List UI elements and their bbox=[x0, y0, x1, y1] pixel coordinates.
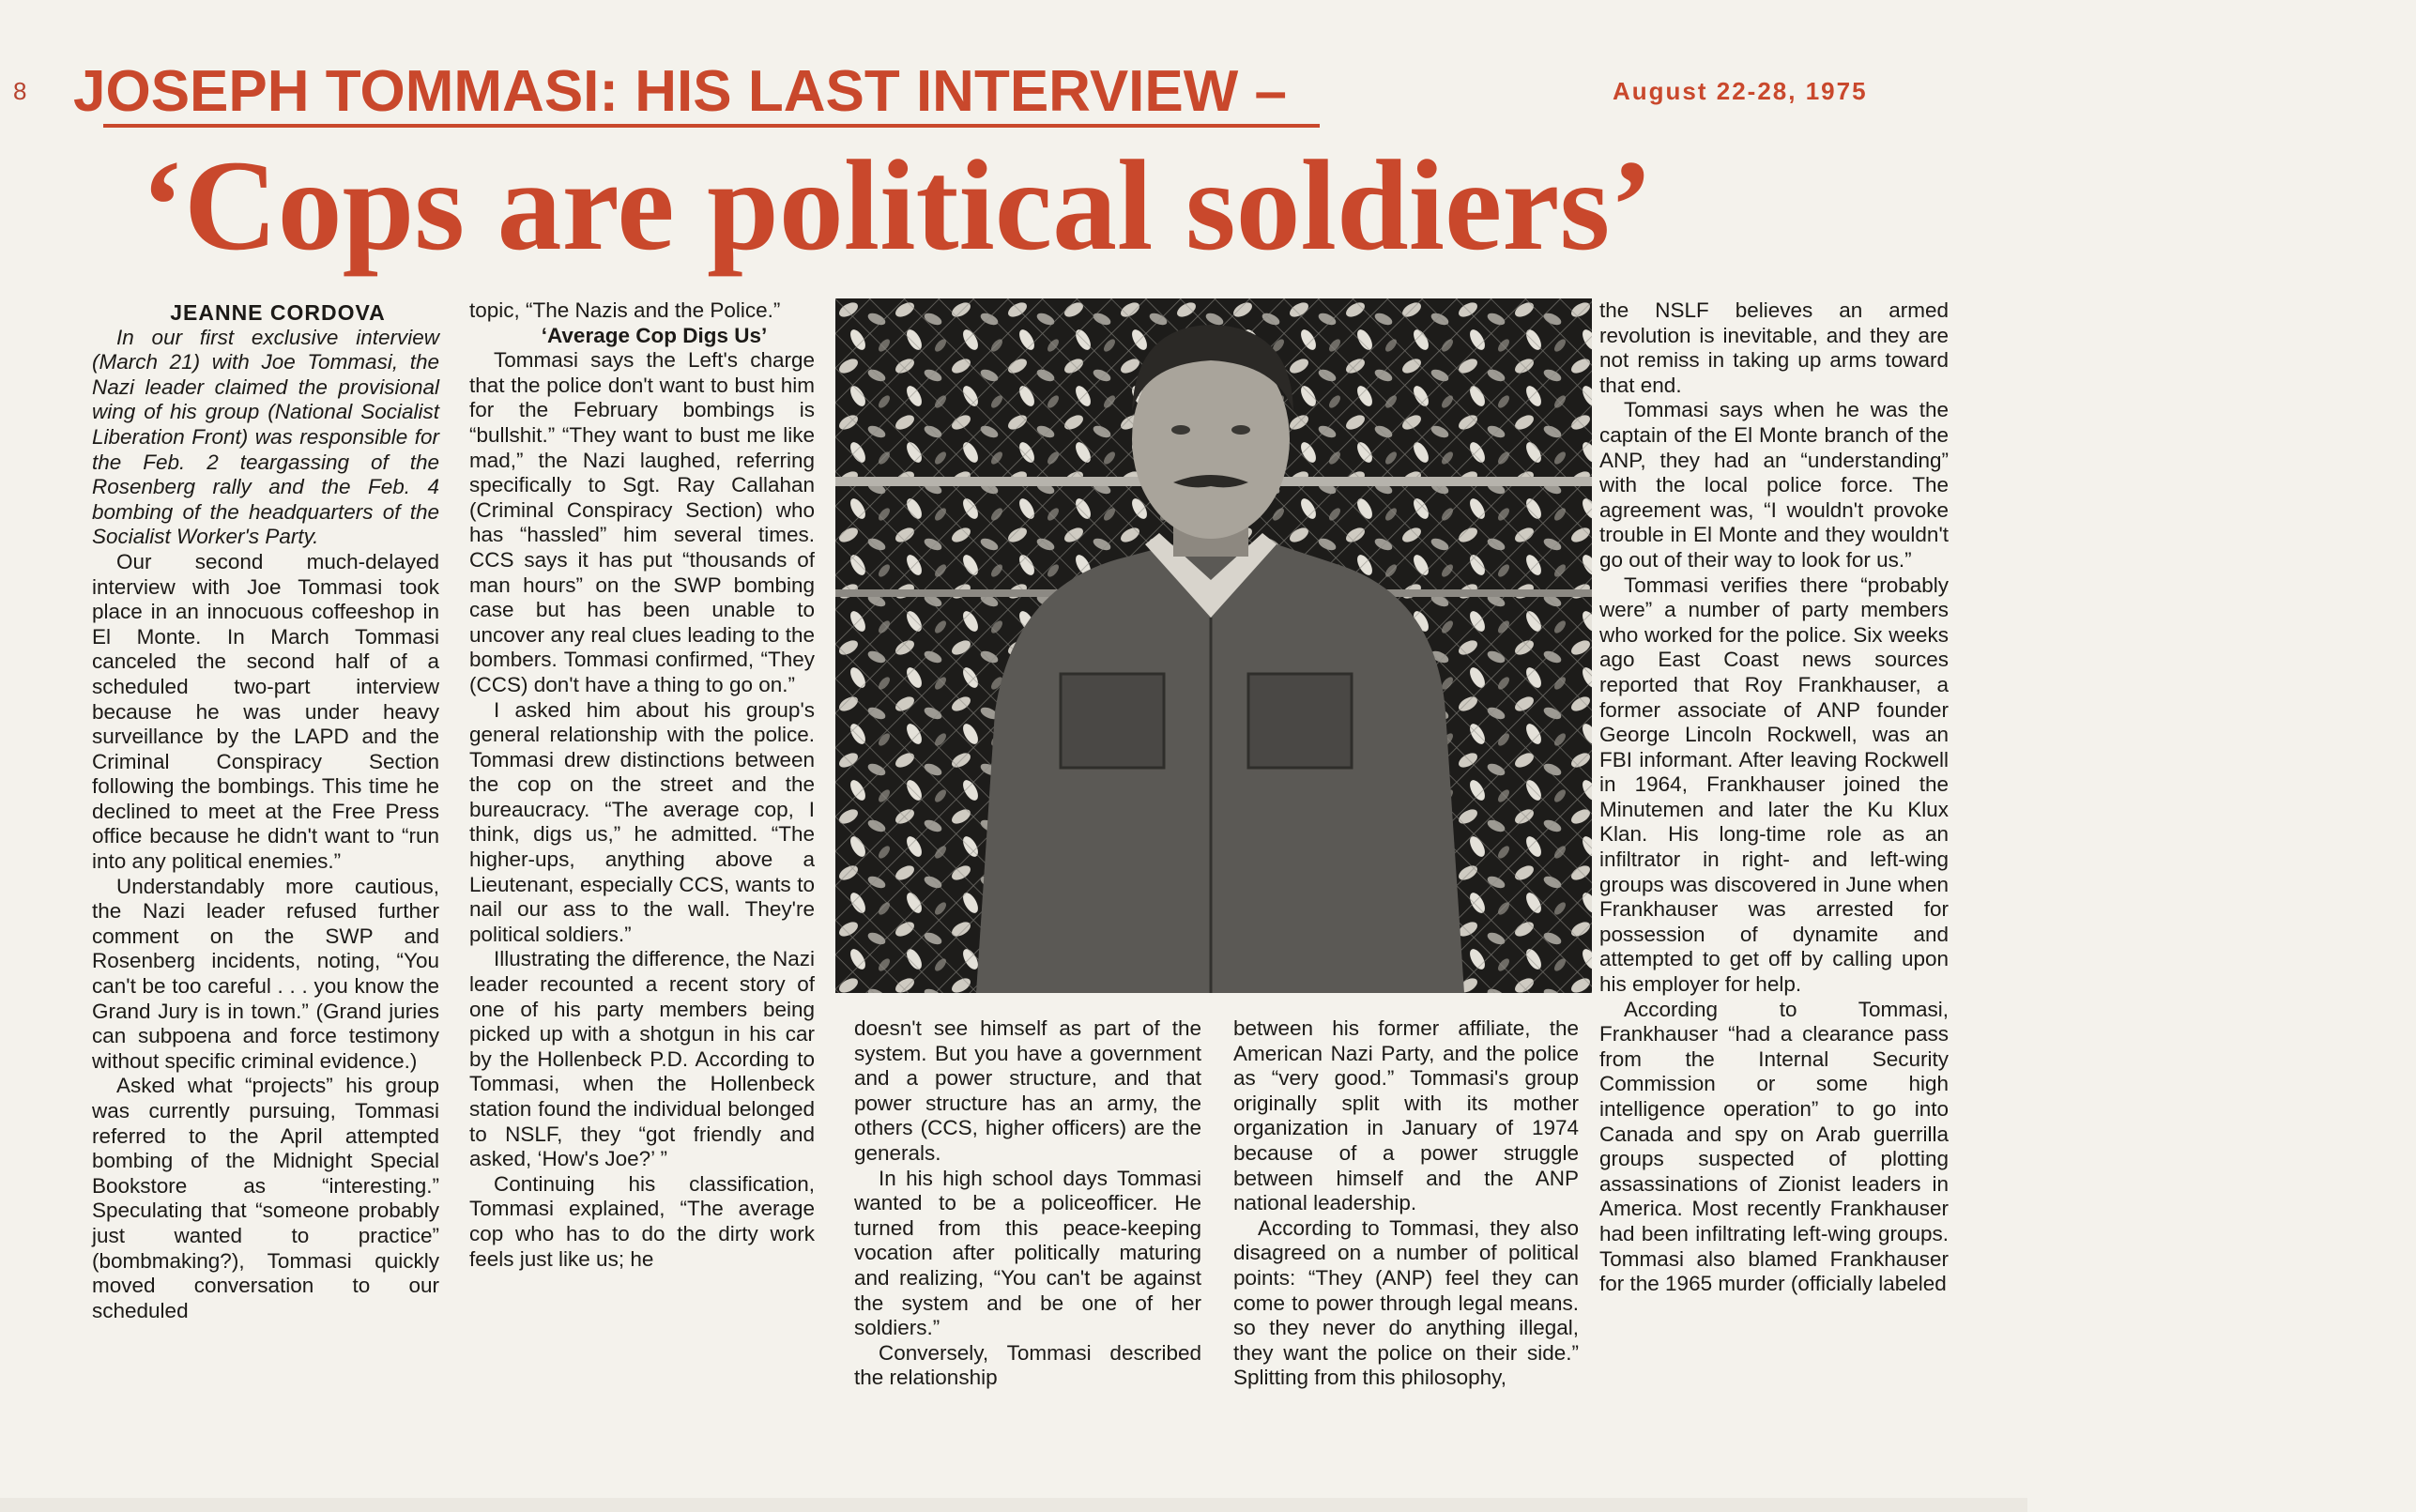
article-column-2 bbox=[469, 298, 815, 1272]
photo-illustration bbox=[835, 298, 1592, 993]
article-column-4 bbox=[1233, 1016, 1579, 1391]
paragraph: According to Tommasi, they also disagreed on a number of political points: “They (ANP) feel they can come to power through legal means. so they never do anything illegal, they want the police on their side.” Splitting from this philosophy, bbox=[1233, 1215, 1579, 1390]
paragraph: In his high school days Tommasi wanted to be a policeofficer. He turned from this peace-keeping vocation after politically maturing and realizing, “You can't be against the system and be one of her soldiers.” bbox=[854, 1166, 1201, 1340]
paragraph: Conversely, Tommasi described the relationship bbox=[854, 1340, 1201, 1390]
kicker-underline bbox=[103, 124, 1320, 128]
paragraph: Asked what “projects” his group was currently pursuing, Tommasi referred to the April attempted bombing of the Midnight Special Bookstore as “interesting.” Speculating that “someone probably just wanted to practice” (bombmaking?), Tommasi quickly moved conversation to our scheduled bbox=[92, 1074, 439, 1322]
paragraph: According to Tommasi, Frankhauser “had a clearance pass from the Internal Security Commission or some high intelligence operation” to go into Canada and spy on Arab guerrilla groups suspected of plotting assassinations of Zionist leaders in America. Most recently Frankhauser had been infiltrating left-wing groups. Tommasi also blamed Frankhauser for the 1965 murder (officially labeled bbox=[1599, 997, 1949, 1296]
article-column-5 bbox=[1599, 298, 1949, 1297]
photo-credit: Mark Sullivan bbox=[2397, 1182, 2415, 1278]
paragraph: Illustrating the difference, the Nazi leader recounted a recent story of one of his party members being picked up with a shotgun in his car by the Hollenbeck P.D. According to Tommasi, when the Hollenbeck station found the individual belonged to NSLF, they “got friendly and asked, ‘How's Joe?’ ” bbox=[469, 947, 815, 1171]
article-column-1 bbox=[92, 300, 439, 1323]
paragraph: Tommasi says the Left's charge that the police don't want to bust him for the February bombings is “bullshit.” “They want to bust me like mad,” the Nazi laughed, referring specifically to Sgt. Ray Callahan (Criminal Conspiracy Section) who has “hassled” him several times. CCS says it has put “thousands of man hours” on the SWP bombing case but has been unable to uncover any real clues leading to the bombers. Tommasi confirmed, “They (CCS) don't have a thing to go on.” bbox=[469, 348, 815, 696]
paragraph: I asked him about his group's general relationship with the police. Tommasi drew distinctions between the cop on the street and the bureaucracy. “The average cop, I think, digs us,” he admitted. “The higher-ups, anything above a Lieutenant, especially CCS, wants to nail our ass to the wall. They're political soldiers.” bbox=[469, 697, 815, 946]
kicker-headline: JOSEPH TOMMASI: HIS LAST INTERVIEW – bbox=[73, 59, 1287, 124]
paragraph: between his former affiliate, the American Nazi Party, and the police as “very good.” Tommasi's group originally split with its mother organization in January of 1974 because of a power struggle between himself and the ANP national leadership. bbox=[1233, 1016, 1579, 1215]
byline: JEANNE CORDOVA bbox=[170, 300, 386, 325]
paragraph: Tommasi says when he was the captain of the El Monte branch of the ANP, they had an “understanding” with the local police force. The agreement was, “I wouldn't provoke trouble in El Monte and they wouldn't go out of their way to look for us.” bbox=[1599, 398, 1949, 572]
page-number: 8 bbox=[13, 77, 27, 105]
scan-edge bbox=[0, 1498, 2027, 1512]
article-column-3 bbox=[854, 1016, 1201, 1391]
paragraph: Tommasi verifies there “probably were” a number of party members who worked for the police. Six weeks ago East Coast news sources reported that Roy Frankhauser, a former associate of ANP founder George Lincoln Rockwell, was an FBI informant. After leaving Rockwell in 1964, Frankhauser joined the Minutemen and later the Ku Klux Klan. His long-time role as an infiltrator in right- and left-wing groups was discovered in June when Frankhauser was arrested for possession of dynamite and attempted to get off by calling upon his employer for help. bbox=[1599, 573, 1949, 997]
paragraph: Understandably more cautious, the Nazi leader refused further comment on the SWP and Rosenberg incidents, noting, “You can't be too careful . . . you know the Grand Jury is in town.” (Grand juries can subpoena and force testimony without specific criminal evidence.) bbox=[92, 874, 439, 1073]
paragraph: Continuing his classification, Tommasi explained, “The average cop who has to do the dirty work feels just like us; he bbox=[469, 1171, 815, 1271]
main-headline: ‘Cops are political soldiers’ bbox=[141, 133, 1654, 277]
issue-date: August 22-28, 1975 bbox=[1613, 77, 1868, 105]
paragraph: the NSLF believes an armed revolution is inevitable, and they are not remiss in taking up arms toward that end. bbox=[1599, 298, 1949, 397]
subhead: ‘Average Cop Digs Us’ bbox=[541, 323, 768, 347]
paragraph: Our second much-delayed interview with Joe Tommasi took place in an innocuous coffeeshop in El Monte. In March Tommasi canceled the second half of a scheduled two-part interview because he was under heavy surveillance by the LAPD and the Criminal Conspiracy Section following the bombings. This time he declined to meet at the Free Press office because he didn't want to “run into any political enemies.” bbox=[92, 549, 439, 874]
paragraph: topic, “The Nazis and the Police.” bbox=[469, 298, 781, 322]
intro-paragraph: In our first exclusive interview (March 21) with Joe Tommasi, the Nazi leader claimed the provisional wing of his group (National Socialist Liberation Front) was responsible for the Feb. 2 teargassing of the Rosenberg rally and the Feb. 4 bombing of the headquarters of the Socialist Worker's Party. bbox=[92, 325, 439, 549]
paragraph: doesn't see himself as part of the system. But you have a government and a power structure, and that power structure has an army, the others (CCS, higher officers) are the generals. bbox=[854, 1016, 1201, 1165]
